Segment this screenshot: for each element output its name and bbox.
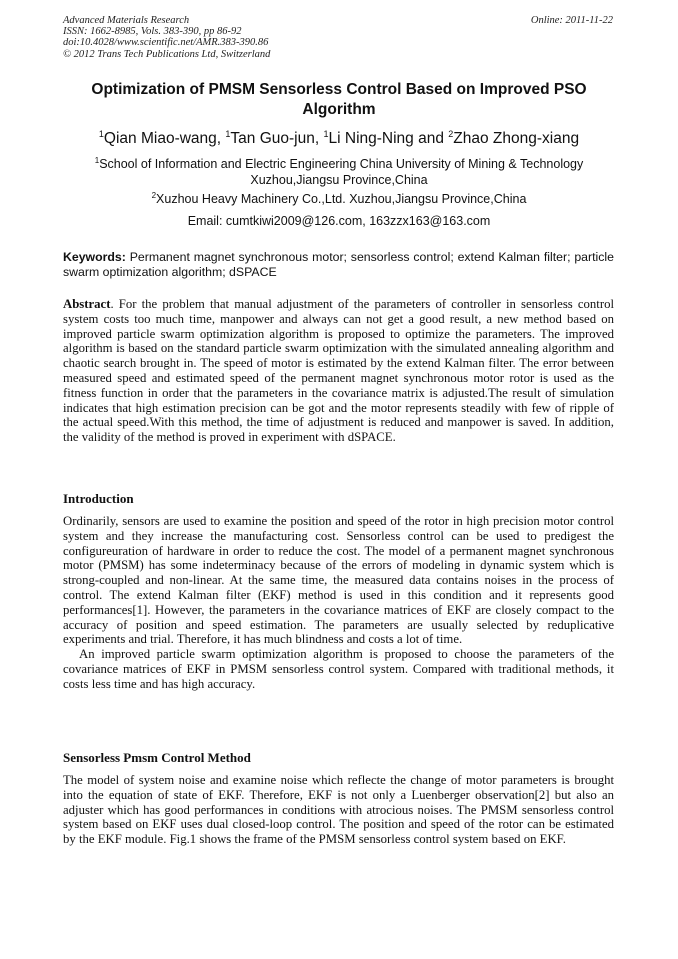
paragraph: An improved particle swarm optimization algorithm is proposed to choose the parameters of the covariance matrices of EKF in PMSM sensorless control system. Compared with traditional methods, it costs less time and has high accuracy.: [63, 647, 614, 691]
paragraph: The model of system noise and examine noise which reflecte the change of motor parameters is brought into the equation of state of EKF. Therefore, EKF is not only a Luenberger observation[2] but also an adjuster which has good performances in conditions with atrocious noises. The PMSM sensorless control system based on EKF uses dual closed-loop control. The position and speed of the rotor can be estimated by the EKF module. Fig.1 shows the frame of the PMSM sensorless control system based on EKF.: [63, 773, 614, 847]
author-list: [40, 128, 638, 150]
affiliation-1: [60, 156, 618, 188]
email-line: Email: cumtkiwi2009@126.com, 163zzx163@163.com: [187, 214, 491, 228]
abstract-text: . For the problem that manual adjustment of the parameters of controller in sensorless control system costs too much time, manpower and always can not get a good result, a new method based on improved particle swarm optimization algorithm is proposed to optimize the parameters. The improved algorithm is based on the standard particle swarm optimization with the simulated annealing algorithm and chaotic search brought in. The speed of motor is estimated by the extend Kalman filter. The error between measured speed and estimated speed of the permanent magnet synchronous motor rotor is used as the fitness function in order that the parameters in the covariance matrix is adjusted.The result of simulation indicates that high estimation precision can be got and the motor represents steadily with few of ripple of the actual speed.With this method, the time of adjustment is reduced and manpower is saved. In addition, the validity of the method is proved in experiment with dSPACE.: [63, 297, 614, 445]
author-affil-mark: 1: [323, 129, 329, 139]
affiliation-text: Xuzhou Heavy Machinery Co.,Ltd. Xuzhou,Jiangsu Province,China: [156, 192, 527, 206]
author-affil-mark: 2: [448, 129, 454, 139]
keywords-block: [63, 250, 614, 279]
doi-line: doi:10.4028/www.scientific.net/AMR.383-390.86: [63, 37, 269, 49]
journal-meta: [63, 15, 270, 60]
author-name: Li Ning-Ning and: [328, 130, 449, 147]
issn-line: ISSN: 1662-8985, Vols. 383-390, pp 86-92: [63, 26, 242, 38]
introduction-heading: Introduction: [63, 491, 134, 506]
author-name: Qian Miao-wang,: [103, 130, 226, 147]
paper-title: Optimization of PMSM Sensorless Control Based on Improved PSO Algorithm: [91, 81, 587, 118]
keywords-text: Permanent magnet synchronous motor; sensorless control; extend Kalman filter; particle swarm optimization algorithm; dSPACE: [63, 250, 614, 279]
keywords-label: Keywords:: [63, 250, 126, 264]
affiliation-text: School of Information and Electric Engineering China University of Mining & Technology Xuzhou,Jiangsu Province,China: [99, 157, 584, 187]
author-affil-mark: 1: [225, 129, 231, 139]
copyright-line: © 2012 Trans Tech Publications Ltd, Switzerland: [63, 48, 271, 60]
method-heading: Sensorless Pmsm Control Method: [63, 750, 251, 765]
author-name: Tan Guo-jun,: [230, 130, 324, 147]
abstract-label: Abstract: [63, 297, 111, 311]
abstract-block: [63, 297, 614, 445]
affiliation-mark: 2: [151, 191, 157, 200]
author-affil-mark: 1: [98, 129, 104, 139]
author-name: Zhao Zhong-xiang: [453, 130, 580, 147]
method-section: [63, 773, 614, 847]
affiliation-mark: 1: [94, 156, 100, 165]
affiliation-2: [60, 191, 618, 207]
introduction-section: [63, 514, 614, 692]
journal-name: Advanced Materials Research: [63, 15, 190, 26]
online-date: Online: 2011-11-22: [530, 15, 613, 26]
paragraph: Ordinarily, sensors are used to examine the position and speed of the rotor in high precision motor control system and they increase the manufacturing cost. Sensorless control can be used to predigest the configureuration of hardware in order to reduce the cost. The model of a permanent magnet synchronous motor (PMSM) has some indeterminacy because of the errors of modeling in dynamic system which is strong-coupled and non-linear. At the same time, the measured data contains noises in the process of control. The extend Kalman filter (EKF) method is used in this condition and it represents good performances[1]. However, the parameters in the covariance matrices of EKF are closely compact to the accuracy of position and speed estimation. The parameters are usually selected by reduplicative experiments and trial. Therefore, it has much blindness and costs a lot of time.: [63, 514, 614, 647]
